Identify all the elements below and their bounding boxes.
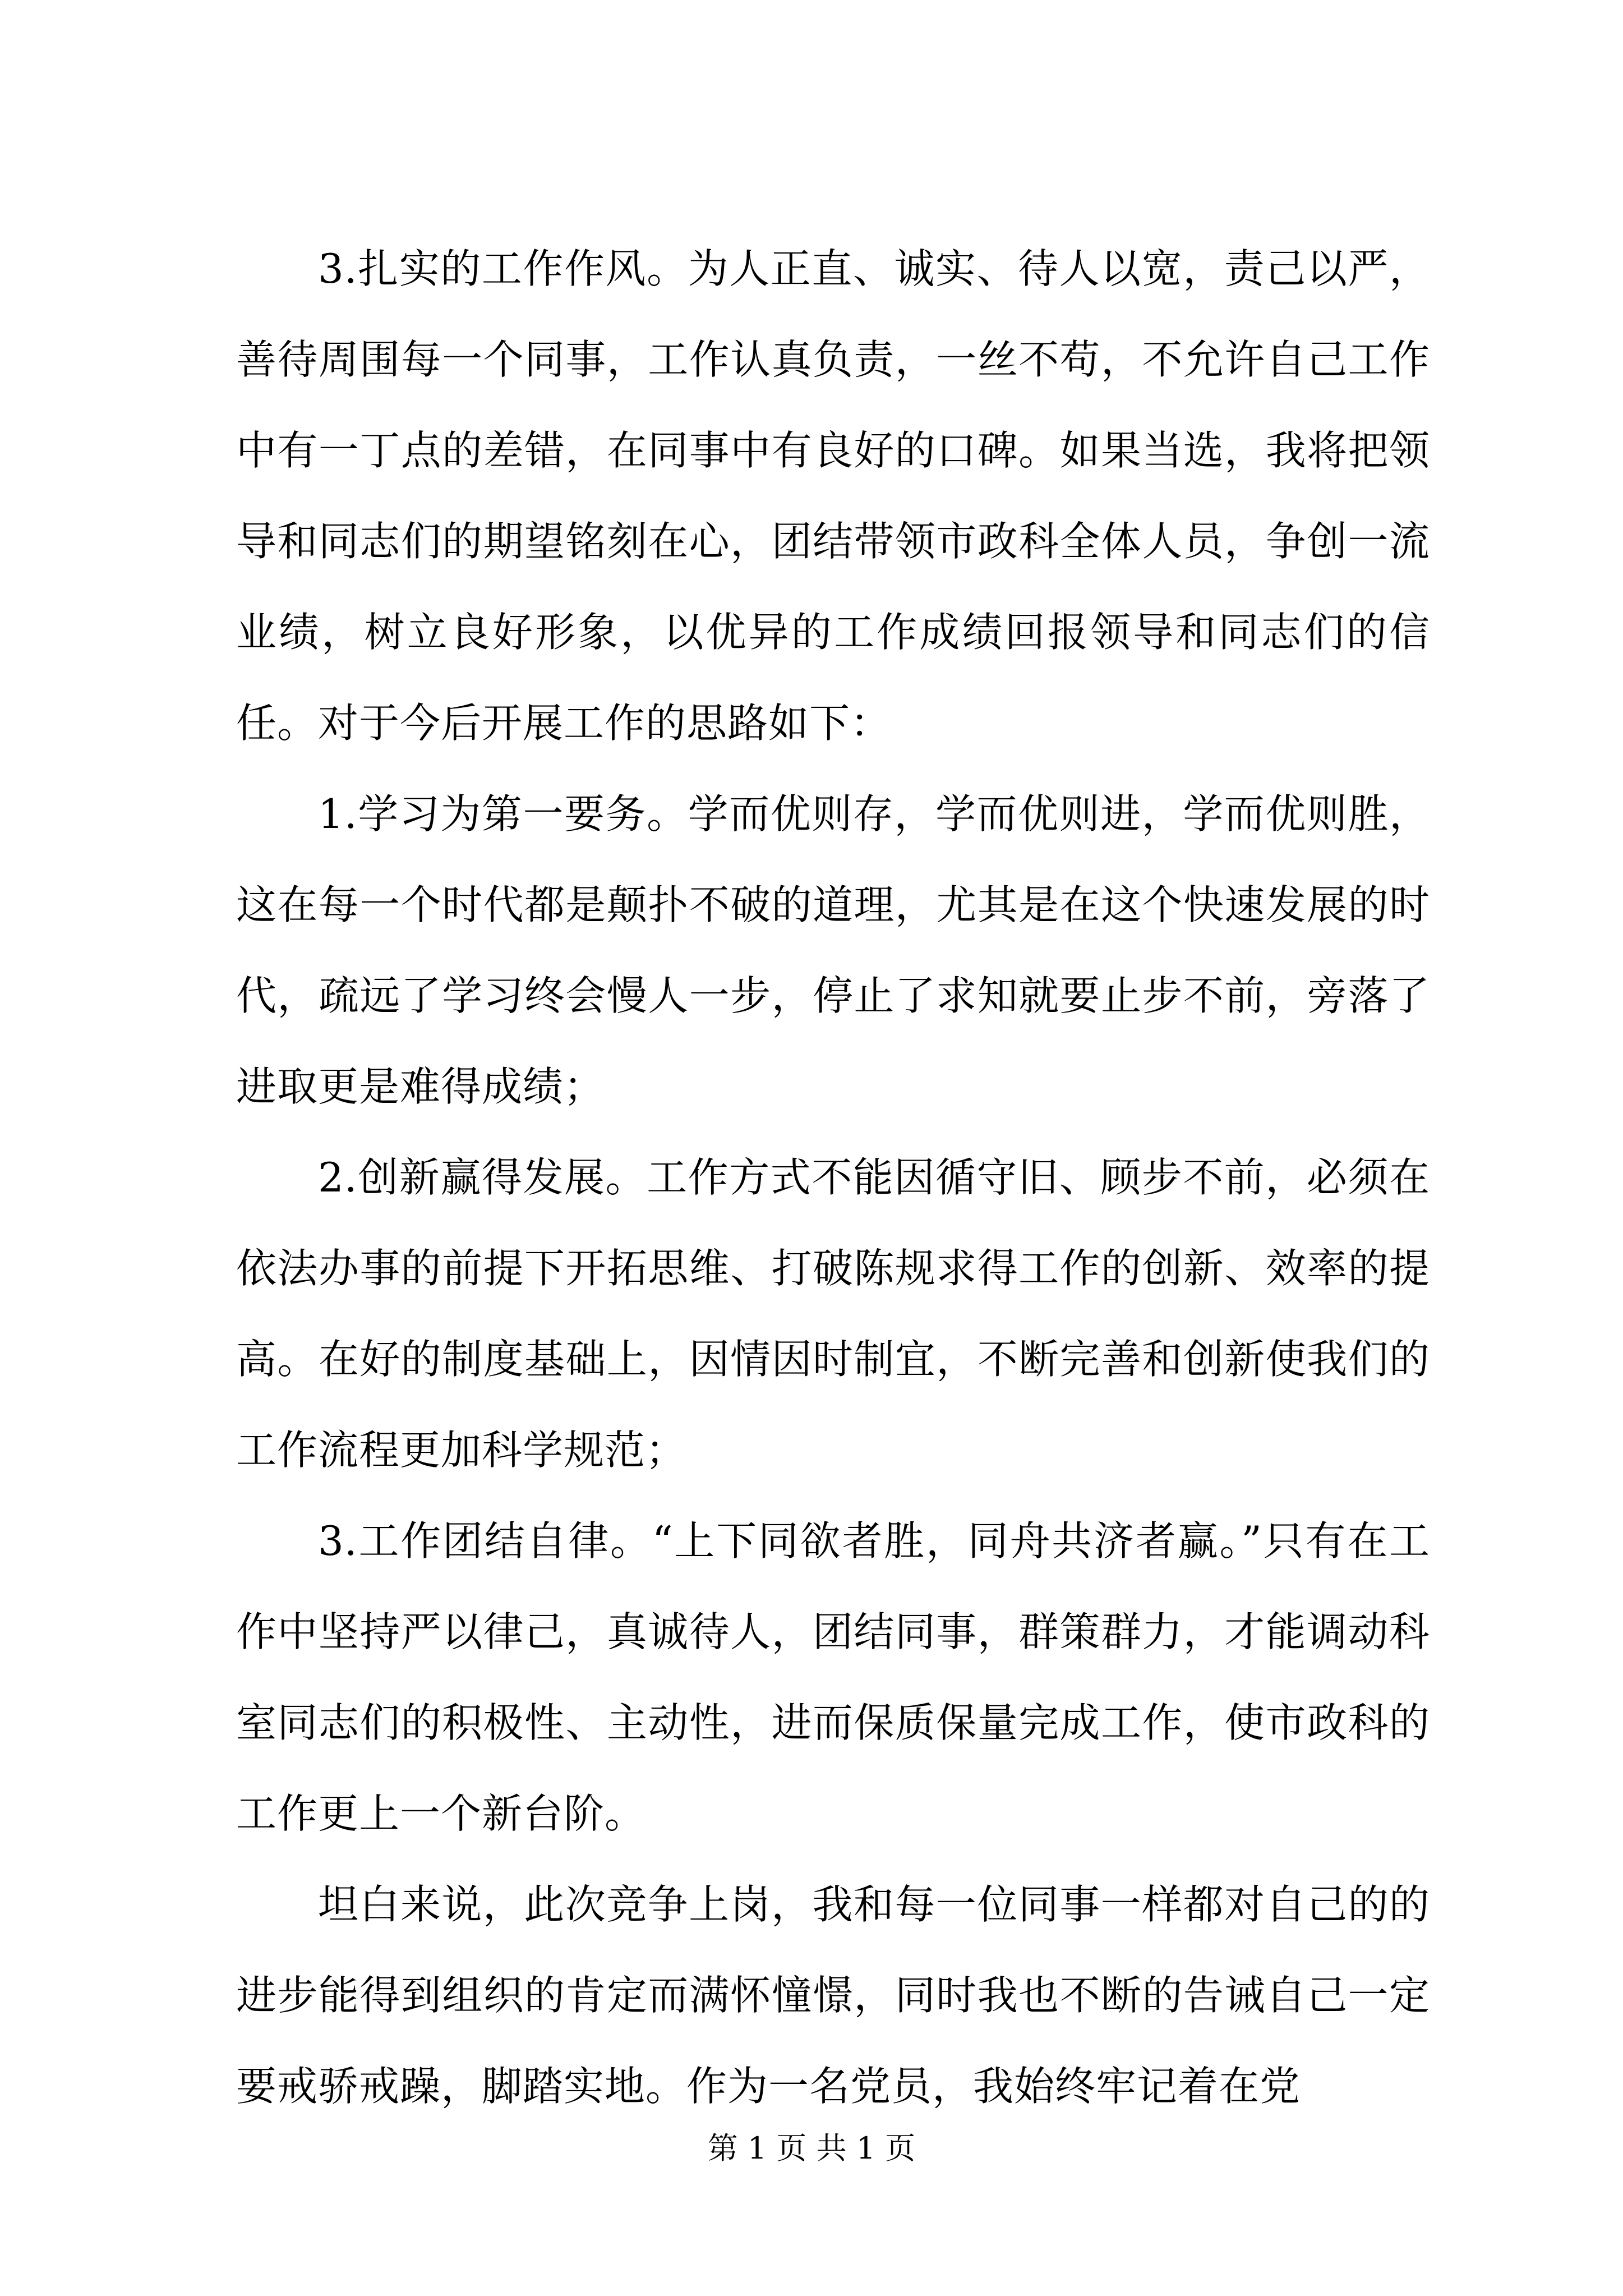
paragraph-innovation: 2.创新赢得发展。工作方式不能因循守旧、顾步不前，必须在依法办事的前提下开拓思维、打破陈规求得工作的创新、效率的提高。在好的制度基础上，因情因时制宜，不断完善和创新使我们的工作流程更加科学规范； [236,1154,1430,1474]
body-text [236,223,1430,2132]
paragraph-study-first: 1.学习为第一要务。学而优则存，学而优则进，学而优则胜，这在每一个时代都是颠扑不破的道理，尤其是在这个快速发展的时代，疏远了学习终会慢人一步，停止了求知就要止步不前，旁落了进取更是难得成绩； [236,790,1430,1110]
paragraph-work-style: 3.扎实的工作作风。为人正直、诚实、待人以宽，责己以严，善待周围每一个同事，工作认真负责，一丝不苟，不允许自己工作中有一丁点的差错，在同事中有良好的口碑。如果当选，我将把领导和同志们的期望铭刻在心，团结带领市政科全体人员，争创一流业绩，树立良好形象，以优异的工作成绩回报领导和同志们的信任。对于今后开展工作的思路如下： [236,245,1430,747]
paragraph-teamwork: 3.工作团结自律。“上下同欲者胜，同舟共济者赢。”只有在工作中坚持严以律己，真诚待人，团结同事，群策群力，才能调动科室同志们的积极性、主动性，进而保质保量完成工作，使市政科的工作更上一个新台阶。 [236,1517,1430,1837]
paragraph-candid-statement: 坦白来说，此次竞争上岗，我和每一位同事一样都对自己的的进步能得到组织的肯定而满怀憧憬，同时我也不断的告诫自己一定要戒骄戒躁，脚踏实地。作为一名党员，我始终牢记着在党 [236,1881,1430,2110]
page-number: 第 1 页 共 1 页 [707,2131,916,2166]
page-footer [0,2129,1623,2168]
